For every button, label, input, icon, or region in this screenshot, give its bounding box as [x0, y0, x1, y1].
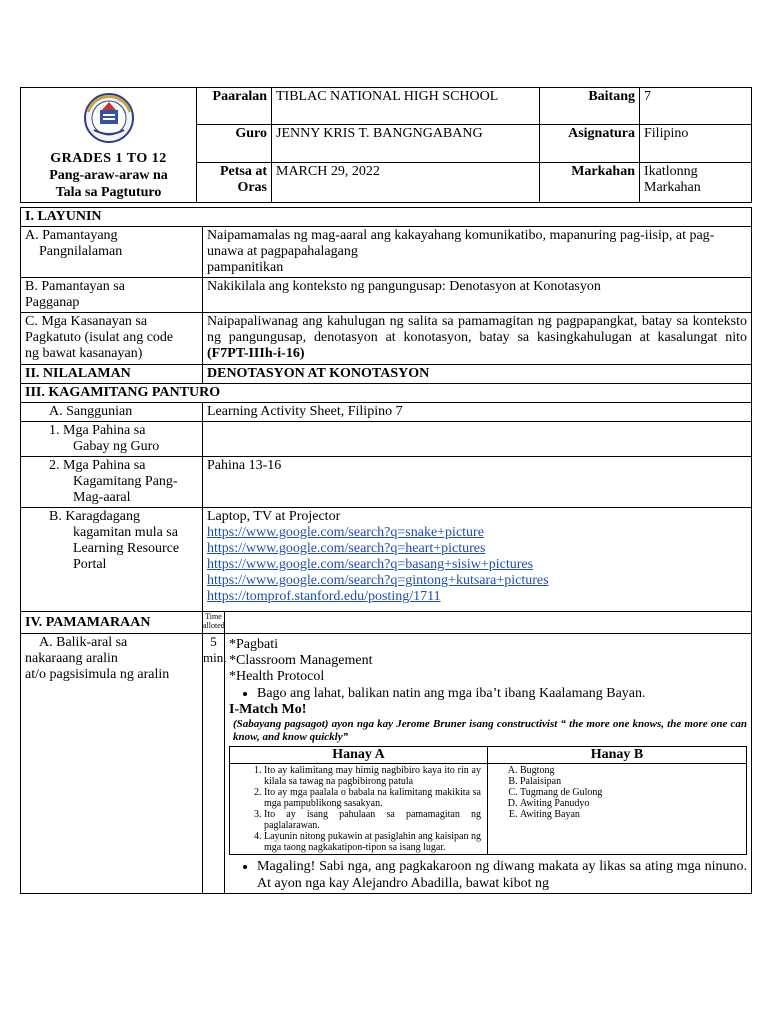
- label-line: Gabay ng Guro: [73, 439, 160, 454]
- hanay-b-list: [492, 765, 742, 820]
- resource-link-tomprof[interactable]: https://tomprof.stanford.edu/posting/1711: [207, 589, 441, 604]
- bullet-list-1: [229, 685, 747, 702]
- pamantayang-pangnilalaman-label: [21, 227, 203, 278]
- gabay-guro-value: [203, 422, 752, 457]
- markahan-label: Markahan: [540, 162, 640, 202]
- sanggunian-value: Learning Activity Sheet, Filipino 7: [203, 403, 752, 422]
- time-label-line: Time: [205, 612, 222, 621]
- label-line: B. Pamantayan sa: [25, 279, 125, 294]
- paaralan-label: Paaralan: [197, 88, 272, 125]
- value-line: pampanitikan: [207, 260, 284, 275]
- pamamaraan-heading-blank: [225, 612, 752, 634]
- hanay-b-item: C. Tugmang de Gulong: [520, 787, 742, 798]
- nilalaman-heading: II. NILALAMAN: [21, 365, 203, 384]
- petsa-label-line1: Petsa at: [219, 163, 267, 179]
- time-label-line: alloted: [203, 621, 225, 630]
- bullet-item: • Magaling! Sabi nga, ang pagkakaroon ng diwang makata ay likas sa ating mga ninuno. At ayon nga kay Alejandro Abadilla, bawat kibot ng: [257, 858, 747, 892]
- asignatura-label: Asignatura: [540, 124, 640, 162]
- kagamitang-mag-aaral-value: Pahina 13-16: [203, 457, 752, 508]
- bullet-list-2: [229, 858, 747, 892]
- tala-title-line1: Pang-araw-araw na: [49, 168, 168, 183]
- activity-instruction: (Sabayang pagsagot) ayon nga kay Jerome Bruner isang constructivist “ the more one knows, the more one can know, and know quickly”: [233, 718, 748, 743]
- header-table: [20, 87, 752, 203]
- time-value: 5: [210, 634, 217, 649]
- label-line: Pagganap: [25, 295, 80, 310]
- label-line: A. Pamantayang: [25, 228, 118, 243]
- header-logo-cell: [21, 88, 197, 203]
- label-line: Portal: [73, 557, 107, 572]
- bullet-item: • Bago ang lahat, balikan natin ang mga iba’t ibang Kaalamang Bayan.: [257, 685, 747, 702]
- hanay-a-item: 3. Ito ay isang pahulaan sa pamamagitan ng paglalarawan.: [264, 809, 481, 831]
- resource-link-basang-sisiw[interactable]: https://www.google.com/search?q=basang+sisiw+pictures: [207, 557, 534, 572]
- value-line: Naipamamalas ng mag-aaral ang kakayahang komunikatibo, mapanuring pag-iisip, at pag-: [207, 228, 715, 243]
- balik-aral-content: [225, 634, 752, 894]
- karagdagang-kagamitan-value: [203, 508, 752, 612]
- lesson-plan-table: [20, 207, 752, 894]
- pamamaraan-heading: IV. PAMAMARAAN: [21, 612, 203, 634]
- hanay-a-item: 4. Layunin nitong pukawin at pasiglahin ang kaisipan ng mga taong nagkakatipon-tipon sa isang lugar.: [264, 831, 481, 853]
- label-line: Mag-aaral: [73, 490, 131, 505]
- label-line: kagamitan mula sa: [73, 525, 178, 540]
- guro-value: JENNY KRIS T. BANGNGABANG: [272, 124, 540, 162]
- markahan-value: [640, 162, 752, 202]
- time-alloted-header: [203, 612, 225, 634]
- label-line: Pagkatuto (isulat ang code: [25, 330, 174, 345]
- deped-seal-icon: [80, 92, 138, 144]
- hanay-b-item: E. Awiting Bayan: [520, 809, 742, 820]
- time-5min: [203, 634, 225, 894]
- equipment-text: Laptop, TV at Projector: [207, 509, 341, 524]
- label-line: ng bawat kasanayan): [25, 346, 143, 361]
- markahan-value-line1: Ikatlonng: [644, 163, 698, 179]
- pagbati-text: *Pagbati: [229, 637, 278, 652]
- time-unit: min.: [203, 650, 227, 665]
- kasanayan-code: (F7PT-IIIh-i-16): [207, 346, 305, 361]
- resource-link-snake[interactable]: https://www.google.com/search?q=snake+picture: [207, 525, 484, 540]
- label-line: at/o pagsisimula ng aralin: [25, 667, 170, 682]
- petsa-label-line2: Oras: [237, 179, 267, 195]
- label-line: nakaraang aralin: [25, 651, 118, 666]
- kasanayan-label: [21, 313, 203, 365]
- sanggunian-label: A. Sanggunian: [21, 403, 203, 422]
- label-line: 2. Mga Pahina sa: [49, 458, 146, 473]
- grades-title: GRADES 1 TO 12: [50, 151, 167, 166]
- pamantayan-sa-pagganap-value: Nakikilala ang konteksto ng pangungusap: Denotasyon at Konotasyon: [203, 278, 752, 313]
- classroom-text: *Classroom Management: [229, 653, 373, 668]
- label-line: Learning Resource: [73, 541, 180, 556]
- paaralan-value: TIBLAC NATIONAL HIGH SCHOOL: [272, 88, 540, 125]
- hanay-a-list: [234, 765, 481, 853]
- petsa-value: MARCH 29, 2022: [272, 162, 540, 202]
- tala-title-line2: Tala sa Pagtuturo: [55, 185, 162, 200]
- hanay-a-cell: [230, 764, 488, 855]
- label-line: Kagamitang Pang-: [73, 474, 178, 489]
- balik-aral-label: [21, 634, 203, 894]
- pamantayan-sa-pagganap-label: [21, 278, 203, 313]
- hanay-b-item: B. Palaisipan: [520, 776, 742, 787]
- label-line: Pangnilalaman: [39, 244, 123, 259]
- label-line: 1. Mga Pahina sa: [49, 423, 146, 438]
- label-line: C. Mga Kasanayan sa: [25, 314, 148, 329]
- label-line: A. Balik-aral sa: [39, 635, 128, 650]
- hanay-b-cell: [488, 764, 747, 855]
- karagdagang-kagamitan-label: [21, 508, 203, 612]
- asignatura-value: Filipino: [640, 124, 752, 162]
- hanay-b-item: A. Bugtong: [520, 765, 742, 776]
- kasanayan-text: Naipapaliwanag ang kahulugan ng salita sa pamamagitan ng pagpapangkat, batay sa konteksto ng pangungusap, denotasyon at konotasyon, batay sa kasingkahulugan at kasalungat nito: [207, 314, 748, 345]
- guro-label: Guro: [197, 124, 272, 162]
- label-line: B. Karagdagang: [49, 509, 140, 524]
- kagamitang-mag-aaral-label: [21, 457, 203, 508]
- value-line: unawa at pagpapahalagang: [207, 244, 358, 259]
- health-text: *Health Protocol: [229, 669, 325, 684]
- hanay-a-item: 1. Ito ay kalimitang may himig nagbibiro kaya ito rin ay kilala sa tawag na pagbibirong patula: [264, 765, 481, 787]
- hanay-a-item: 2. Ito ay mga paalala o babala na kalimitang makikita sa mga pampublikong sasakyan.: [264, 787, 481, 809]
- resource-link-gintong-kutsara[interactable]: https://www.google.com/search?q=gintong+kutsara+pictures: [207, 573, 549, 588]
- matching-table: [229, 746, 747, 855]
- gabay-guro-label: [21, 422, 203, 457]
- kasanayan-value: [203, 313, 752, 365]
- pamantayang-pangnilalaman-value: [203, 227, 752, 278]
- hanay-b-header: Hanay B: [488, 747, 747, 764]
- baitang-value: 7: [640, 88, 752, 125]
- layunin-heading: I. LAYUNIN: [21, 208, 752, 227]
- baitang-label: Baitang: [540, 88, 640, 125]
- markahan-value-line2: Markahan: [644, 179, 701, 195]
- nilalaman-value: DENOTASYON AT KONOTASYON: [203, 365, 752, 384]
- petsa-label: [197, 162, 272, 202]
- kagamitan-heading: III. KAGAMITANG PANTURO: [21, 384, 752, 403]
- activity-title: I-Match Mo!: [229, 702, 307, 717]
- hanay-a-header: Hanay A: [230, 747, 488, 764]
- resource-link-heart[interactable]: https://www.google.com/search?q=heart+pictures: [207, 541, 486, 556]
- hanay-b-item: D. Awiting Panudyo: [520, 798, 742, 809]
